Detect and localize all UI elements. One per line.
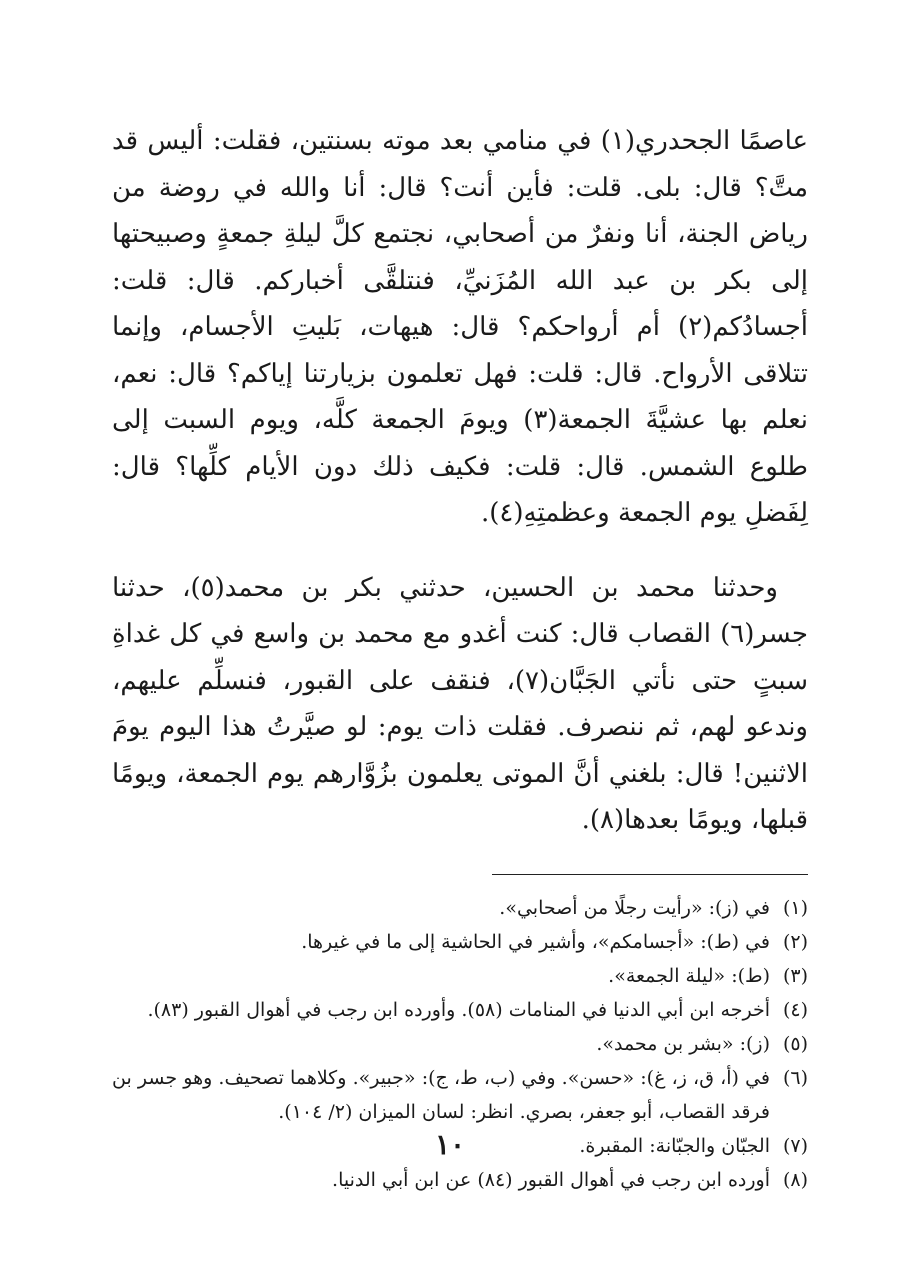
footnote-divider	[492, 874, 808, 875]
main-text	[112, 118, 808, 844]
footnote-number: (٣)	[782, 964, 808, 987]
footnote-4	[112, 993, 808, 1027]
footnote-text: في (ز): «رأيت رجلًا من أصحابي».	[499, 896, 770, 919]
footnote-2	[112, 925, 808, 959]
footnote-text: الجبّان والجبّانة: المقبرة.	[579, 1134, 770, 1157]
footnote-number: (٤)	[782, 998, 808, 1021]
footnote-number: (٦)	[782, 1066, 808, 1089]
footnote-8	[112, 1163, 808, 1197]
footnote-number: (١)	[782, 896, 808, 919]
footnote-number: (٢)	[782, 930, 808, 953]
footnote-3	[112, 959, 808, 993]
footnote-5	[112, 1027, 808, 1061]
footnote-number: (٧)	[782, 1134, 808, 1157]
footnote-text: أورده ابن رجب في أهوال القبور (٨٤) عن ابن أبي الدنيا.	[332, 1168, 770, 1191]
paragraph-1: عاصمًا الجحدري(١) في منامي بعد موته بسنتين، فقلت: أليس قد متَّ؟ قال: بلى. قلت: فأين أنت؟ قال: أنا والله في روضة من رياض الجنة، أنا ونفرٌ من أصحابي، نجتمع كلَّ ليلةِ جمعةٍ وصبيحتها إلى بكر بن عبد الله المُزَنيِّ، فنتلقَّى أخباركم. قال: قلت: أجسادُكم(٢) أم أرواحكم؟ قال: هيهات، بَليتِ الأجسام، وإنما تتلاقى الأرواح. قال: قلت: فهل تعلمون بزيارتنا إياكم؟ قال: نعم، نعلم بها عشيَّةَ الجمعة(٣) ويومَ الجمعة كلَّه، ويوم السبت إلى طلوع الشمس. قال: قلت: فكيف ذلك دون الأيام كلِّها؟ قال: لِفَضلِ يوم الجمعة وعظمتِهِ(٤).	[112, 126, 808, 528]
footnote-6	[112, 1061, 808, 1129]
footnote-1	[112, 891, 808, 925]
footnote-number: (٥)	[782, 1032, 808, 1055]
footnote-text: (ز): «بشر بن محمد».	[596, 1032, 770, 1055]
paragraph-2: وحدثنا محمد بن الحسين، حدثني بكر بن محمد(٥)، حدثنا جسر(٦) القصاب قال: كنت أغدو مع محمد بن واسع في كل غداةِ سبتٍ حتى نأتي الجَبَّان(٧)، فنقف على القبور، فنسلِّم عليهم، وندعو لهم، ثم ننصرف. فقلت ذات يوم: لو صيَّرتُ هذا اليوم يومَ الاثنين! قال: بلغني أنَّ الموتى يعلمون بزُوَّارهم يوم الجمعة، ويومًا قبلها، ويومًا بعدها(٨).	[112, 572, 809, 835]
footnote-text: في (أ، ق، ز، غ): «حسن». وفي (ب، ط، ج): «جبير». وكلاهما تصحيف. وهو جسر بن فرقد القصاب، أبو جعفر، بصري. انظر: لسان الميزان (٢/ ١٠٤).	[112, 1066, 770, 1123]
footnote-number: (٨)	[782, 1168, 808, 1191]
footnote-text: (ط): «ليلة الجمعة».	[608, 964, 770, 987]
footnote-text: أخرجه ابن أبي الدنيا في المنامات (٥٨). وأورده ابن رجب في أهوال القبور (٨٣).	[147, 998, 770, 1021]
page-number: ١٠	[434, 1128, 466, 1161]
footnote-text: في (ط): «أجسامكم»، وأشير في الحاشية إلى ما في غيرها.	[301, 930, 770, 953]
